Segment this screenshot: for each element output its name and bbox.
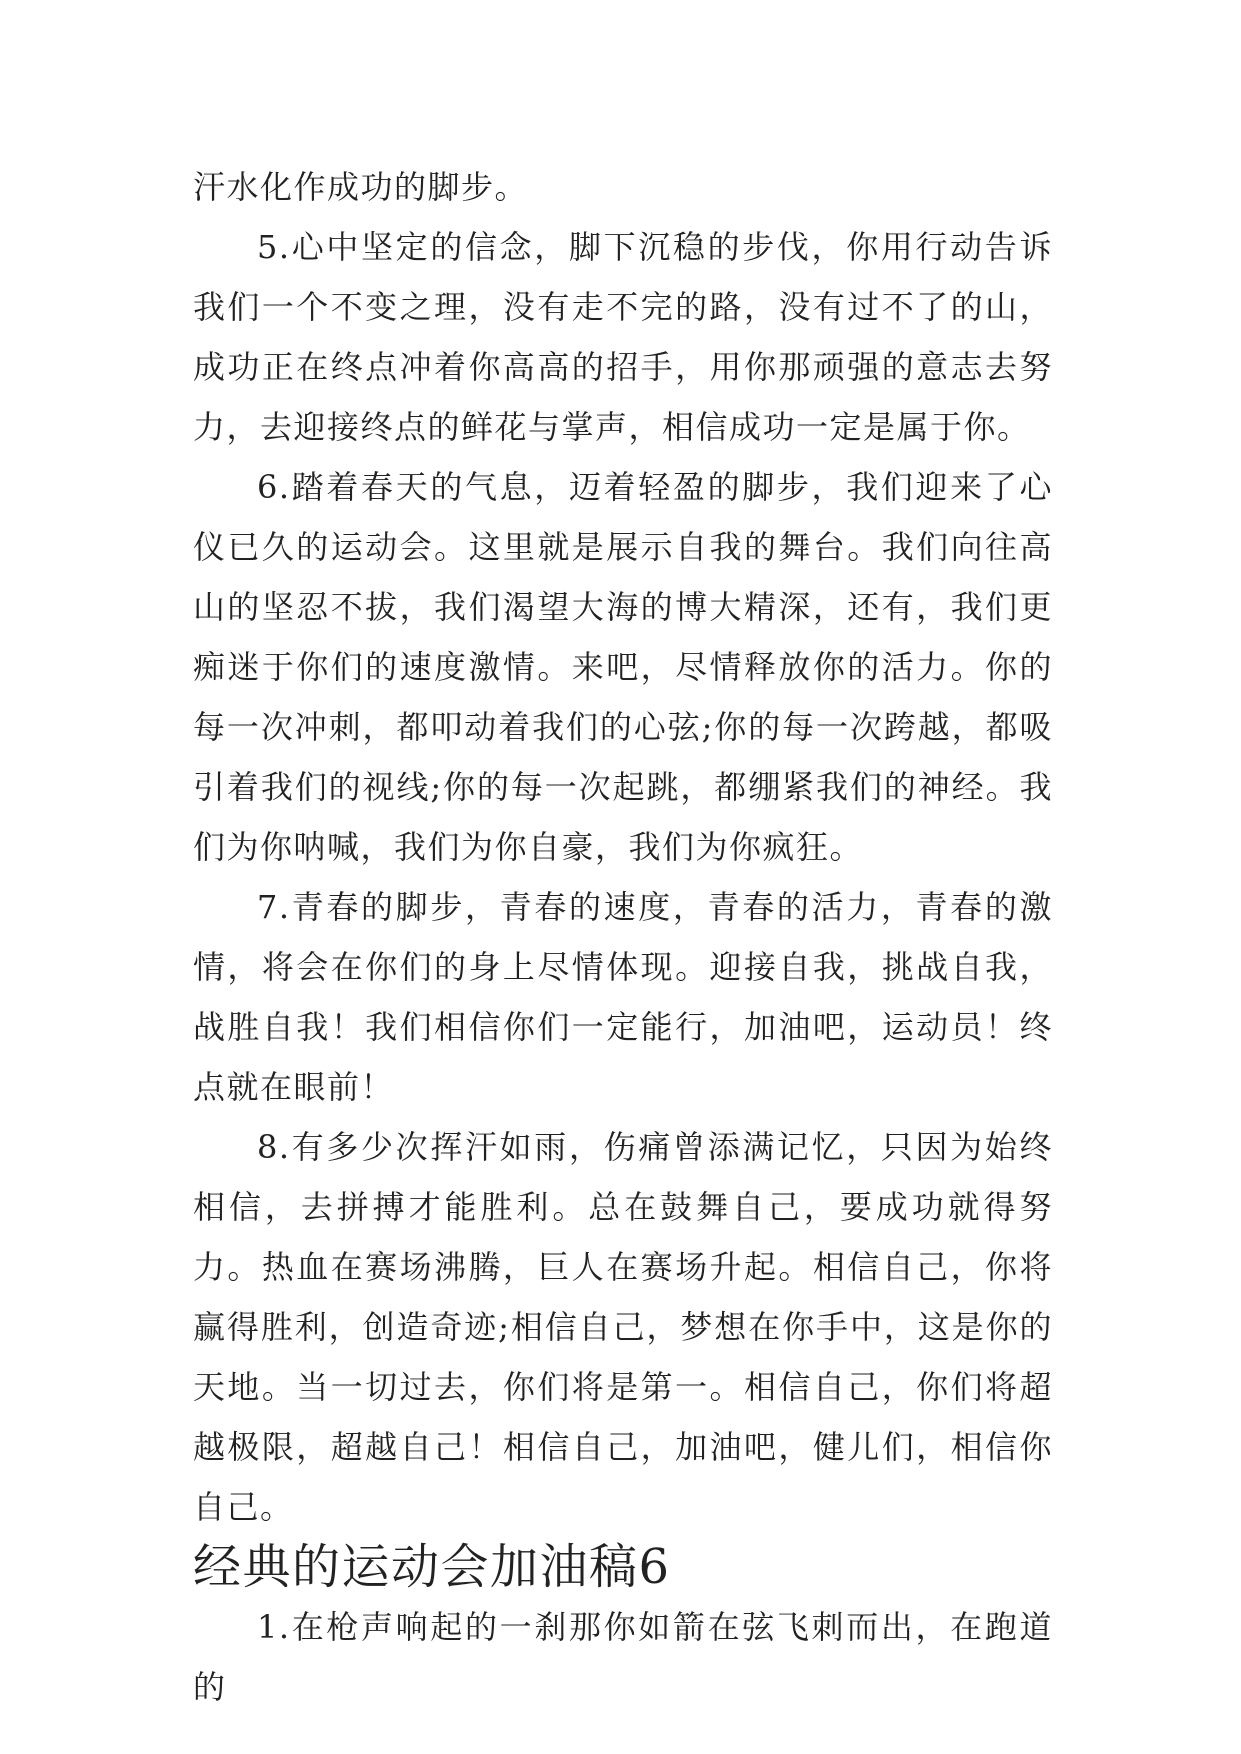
paragraph-item-8: 8.有多少次挥汗如雨，伤痛曾添满记忆，只因为始终相信，去拼搏才能胜利。总在鼓舞自己，要成功就得努力。热血在赛场沸腾，巨人在赛场升起。相信自己，你将赢得胜利，创造奇迹;相信自己，梦想在你手中，这是你的天地。当一切过去，你们将是第一。相信自己，你们将超越极限，超越自己！相信自己，加油吧，健儿们，相信你自己。 (193, 1128, 1053, 1526)
document-body (193, 157, 1053, 1717)
section-heading: 经典的运动会加油稿6 (193, 1539, 671, 1595)
paragraph-continuation: 汗水化作成功的脚步。 (193, 168, 529, 206)
paragraph-item-7: 7.青春的脚步，青春的速度，青春的活力，青春的激情，将会在你们的身上尽情体现。迎接自我，挑战自我，战胜自我！我们相信你们一定能行，加油吧，运动员！终点就在眼前！ (193, 888, 1053, 1106)
paragraph-item-5: 5.心中坚定的信念，脚下沉稳的步伐，你用行动告诉我们一个不变之理，没有走不完的路，没有过不了的山，成功正在终点冲着你高高的招手，用你那顽强的意志去努力，去迎接终点的鲜花与掌声，相信成功一定是属于你。 (193, 228, 1053, 446)
paragraph-item-6: 6.踏着春天的气息，迈着轻盈的脚步，我们迎来了心仪已久的运动会。这里就是展示自我的舞台。我们向往高山的坚忍不拔，我们渴望大海的博大精深，还有，我们更痴迷于你们的速度激情。来吧，尽情释放你的活力。你的每一次冲刺，都叩动着我们的心弦;你的每一次跨越，都吸引着我们的视线;你的每一次起跳，都绷紧我们的神经。我们为你呐喊，我们为你自豪，我们为你疯狂。 (193, 468, 1053, 866)
paragraph-item-1: 1.在枪声响起的一刹那你如箭在弦飞刺而出，在跑道的 (193, 1608, 1053, 1706)
